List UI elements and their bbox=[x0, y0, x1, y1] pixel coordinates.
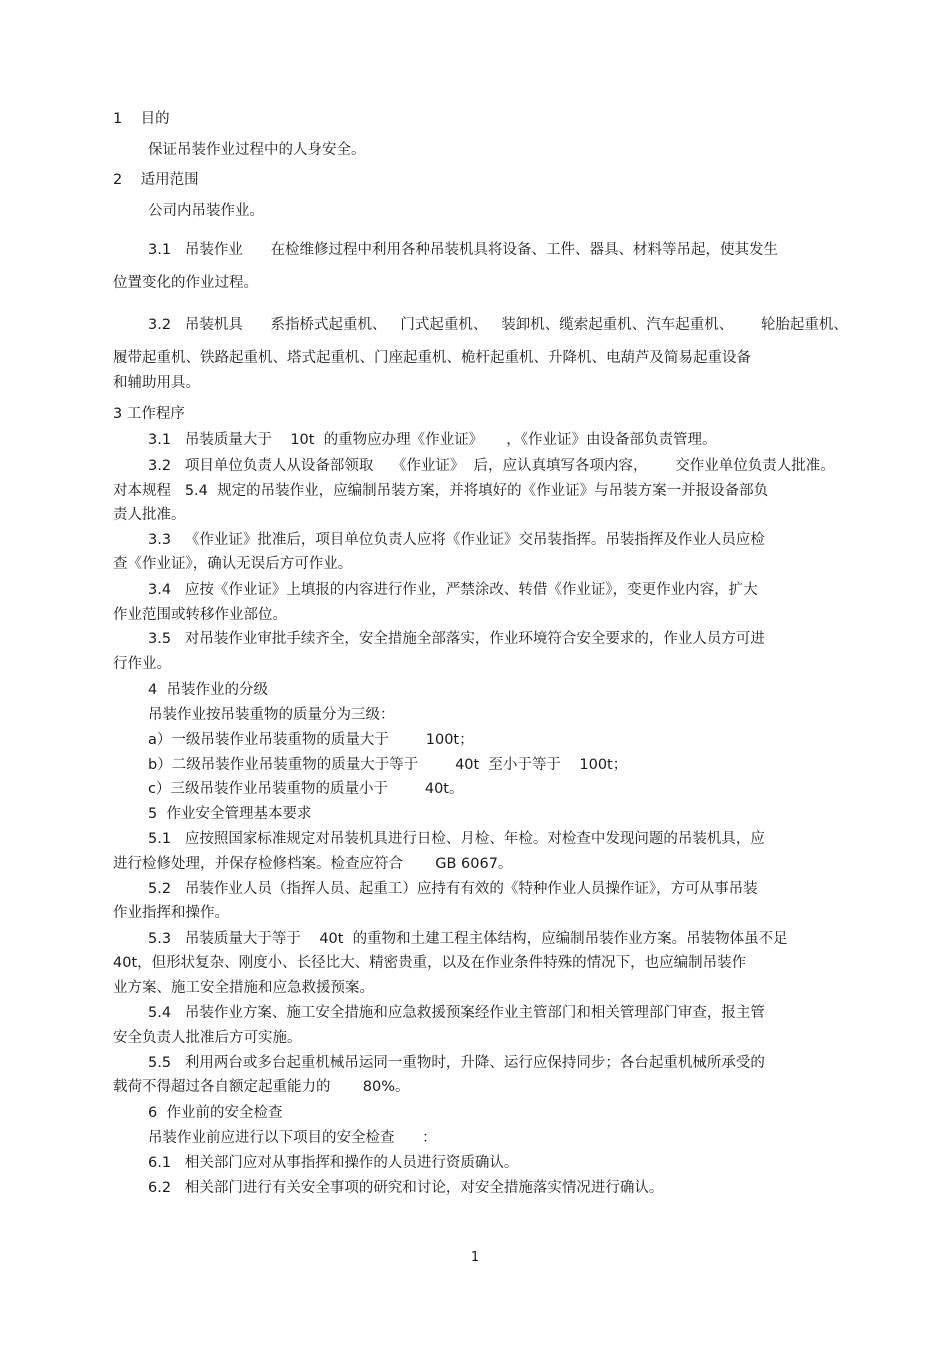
heading-procedure: 3 工作程序 bbox=[113, 406, 185, 422]
list-item-c: c）三级吊装作业吊装重物的质量小于 40t。 bbox=[148, 781, 464, 797]
paragraph-line: 3.2 吊装机具 系指桥式起重机、 门式起重机、 装卸机、缆索起重机、汽车起重机、 轮胎起重机、 bbox=[148, 317, 848, 333]
paragraph-line: 业方案、施工安全措施和应急救援预案。 bbox=[113, 980, 374, 996]
paragraph-line: 保证吊装作业过程中的人身安全。 bbox=[148, 142, 366, 158]
paragraph-line: 载荷不得超过各自额定起重能力的 80%。 bbox=[113, 1079, 410, 1095]
paragraph-line: 3.4 应按《作业证》上填报的内容进行作业，严禁涂改、转借《作业证》，变更作业内容，扩大 bbox=[148, 582, 758, 598]
paragraph-line: 3.3 《作业证》批准后，项目单位负责人应将《作业证》交吊装指挥。吊装指挥及作业人员应检 bbox=[148, 532, 765, 548]
paragraph-line: 5.4 吊装作业方案、施工安全措施和应急救援预案经作业主管部门和相关管理部门审查，报主管 bbox=[148, 1005, 765, 1021]
paragraph-line: 3.5 对吊装作业审批手续齐全，安全措施全部落实，作业环境符合安全要求的，作业人员方可进 bbox=[148, 631, 765, 647]
paragraph-line: 5.3 吊装质量大于等于 40t 的重物和土建工程主体结构，应编制吊装作业方案。吊装物体虽不足 bbox=[148, 931, 788, 947]
page-number: 1 bbox=[470, 1250, 480, 1265]
paragraph-line: 3.1 吊装作业 在检维修过程中利用各种吊装机具将设备、工件、器具、材料等吊起，使其发生 bbox=[148, 242, 779, 258]
paragraph-line: 5.2 吊装作业人员（指挥人员、起重工）应持有有效的《特种作业人员操作证》，方可从事吊装 bbox=[148, 881, 758, 897]
paragraph-line: 作业指挥和操作。 bbox=[113, 905, 229, 921]
paragraph-line: 责人批准。 bbox=[113, 507, 186, 523]
heading-classification: 4 吊装作业的分级 bbox=[148, 682, 268, 698]
paragraph-line: 40t，但形状复杂、刚度小、长径比大、精密贵重，以及在作业条件特殊的情况下，也应编制吊装作 bbox=[113, 955, 747, 971]
paragraph-line: 公司内吊装作业。 bbox=[148, 203, 264, 219]
paragraph-line: 位置变化的作业过程。 bbox=[113, 275, 258, 291]
paragraph-line: 查《作业证》，确认无误后方可作业。 bbox=[113, 556, 353, 572]
list-item-a: a）一级吊装作业吊装重物的质量大于 100t； bbox=[148, 732, 474, 748]
paragraph-line: 吊装作业前应进行以下项目的安全检查 ： bbox=[148, 1130, 437, 1146]
paragraph-line: 5.5 利用两台或多台起重机械吊运同一重物时，升降、运行应保持同步；各台起重机械所承受的 bbox=[148, 1055, 765, 1071]
paragraph-line: 吊装作业按吊装重物的质量分为三级： bbox=[148, 707, 395, 723]
paragraph-line: 3.1 吊装质量大于 10t 的重物应办理《作业证》 ，《作业证》由设备部负责管理。 bbox=[148, 432, 717, 448]
paragraph-line: 对本规程 5.4 规定的吊装作业，应编制吊装方案，并将填好的《作业证》与吊装方案一并报设备部负 bbox=[113, 483, 769, 499]
list-item-b: b）二级吊装作业吊装重物的质量大于等于 40t 至小于等于 100t； bbox=[148, 757, 628, 773]
paragraph-line: 和辅助用具。 bbox=[113, 375, 200, 391]
paragraph-line: 3.2 项目单位负责人从设备部领取 《作业证》 后，应认真填写各项内容， 交作业单位负责人批准。 bbox=[148, 458, 835, 474]
paragraph-line: 安全负责人批准后方可实施。 bbox=[113, 1030, 302, 1046]
paragraph-line: 5.1 应按照国家标准规定对吊装机具进行日检、月检、年检。对检查中发现问题的吊装机具，应 bbox=[148, 831, 765, 847]
heading-purpose: 1 目的 bbox=[113, 111, 170, 127]
paragraph-line: 履带起重机、铁路起重机、塔式起重机、门座起重机、桅杆起重机、升降机、电葫芦及简易起重设备 bbox=[113, 350, 751, 366]
paragraph-line: 行作业。 bbox=[113, 656, 171, 672]
paragraph-line: 作业范围或转移作业部位。 bbox=[113, 607, 287, 623]
heading-pre-check: 6 作业前的安全检查 bbox=[148, 1105, 283, 1121]
paragraph-line: 进行检修处理，并保存检修档案。检查应符合 GB 6067。 bbox=[113, 856, 513, 872]
heading-requirements: 5 作业安全管理基本要求 bbox=[148, 806, 312, 822]
paragraph-line: 6.1 相关部门应对从事指挥和操作的人员进行资质确认。 bbox=[148, 1155, 519, 1171]
heading-scope: 2 适用范围 bbox=[113, 172, 199, 188]
paragraph-line: 6.2 相关部门进行有关安全事项的研究和讨论，对安全措施落实情况进行确认。 bbox=[148, 1180, 664, 1196]
